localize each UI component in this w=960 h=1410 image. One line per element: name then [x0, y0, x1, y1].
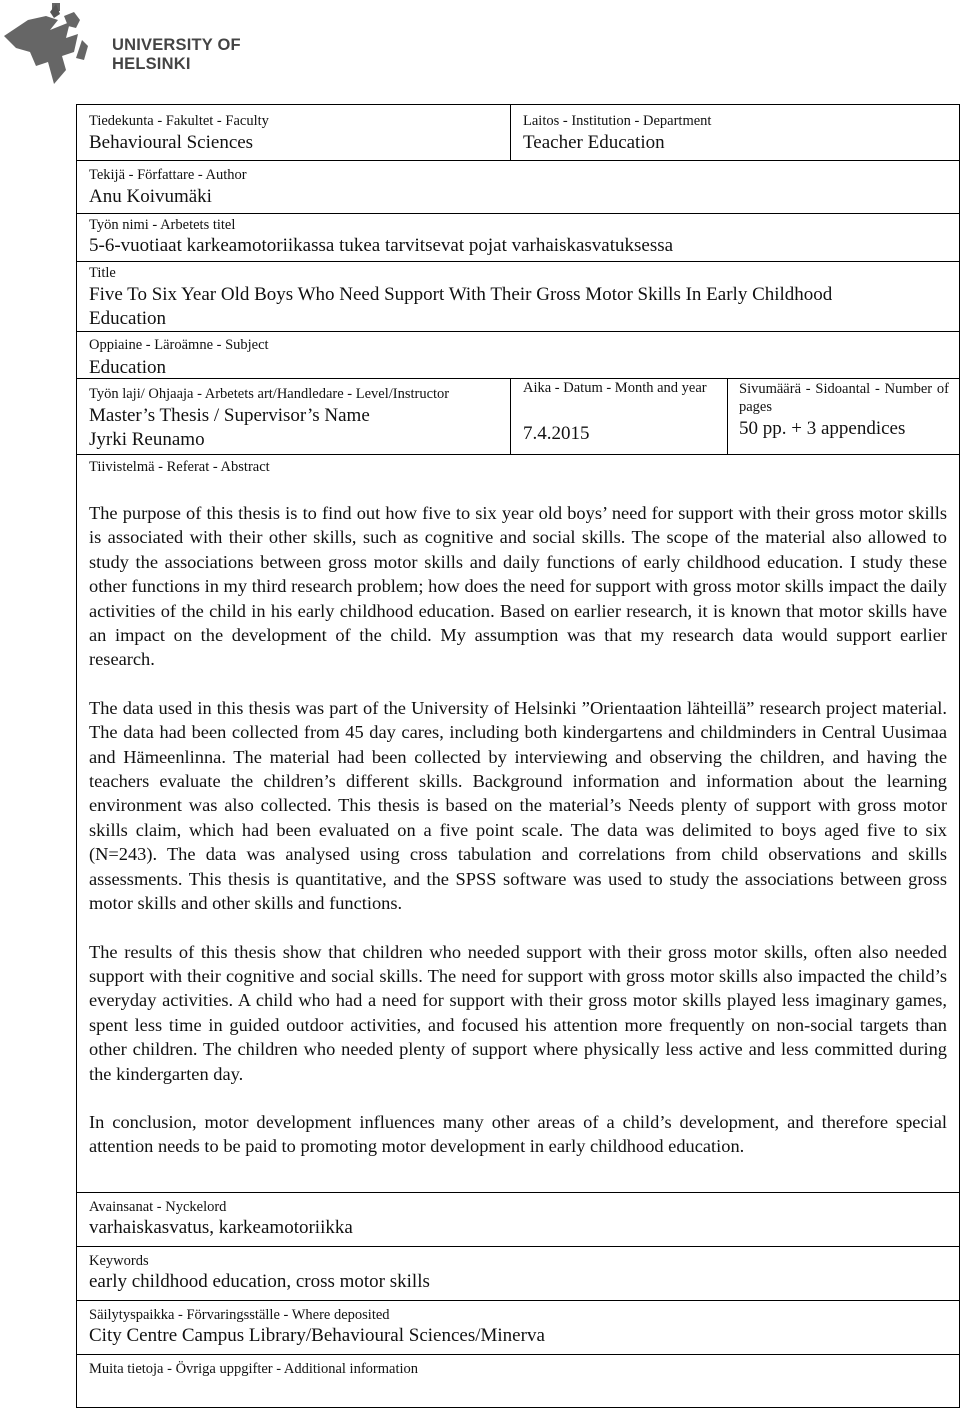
date-value: 7.4.2015 [523, 423, 590, 444]
keywords-fi-label: Avainsanat - Nyckelord [89, 1199, 227, 1215]
divider [77, 1246, 959, 1247]
department-label: Laitos - Institution - Department [523, 113, 712, 129]
faculty-value: Behavioural Sciences [89, 132, 254, 153]
abstract-label: Tiivistelmä - Referat - Abstract [89, 459, 270, 475]
pages-value: 50 pp. + 3 appendices [739, 418, 906, 439]
pages-label: Sivumäärä - Sidoantal - Number of pages [739, 381, 949, 415]
divider [77, 454, 959, 455]
divider [77, 378, 959, 379]
university-logo [0, 0, 300, 90]
level-value-line2: Jyrki Reunamo [89, 429, 205, 450]
subject-label: Oppiaine - Läroämne - Subject [89, 337, 269, 353]
abstract-form [76, 104, 960, 1408]
title-value-line2: Education [89, 308, 167, 329]
date-label: Aika - Datum - Month and year [523, 380, 707, 396]
abstract-paragraph: The results of this thesis show that children who needed support with their gross motor skills, often also needed support with their cognitive and social skills. The need for support with gross motor skills also impacted the child’s everyday activities. A child who had a need for support with their gross motor skills played less imaginary games, spent less time in guided outdoor activities, and focused his attention more frequently on non-social targets than other children. The children who needed plenty of support where physically less active and less committed during the kindergarten day. [89, 941, 947, 1084]
level-value-line1: Master’s Thesis / Supervisor’s Name [89, 405, 370, 426]
university-name: UNIVERSITY OF HELSINKI [112, 36, 241, 73]
divider [510, 378, 511, 454]
work-title-value: 5-6-vuotiaat karkeamotoriikassa tukea tarvitsevat pojat varhaiskasvatuksessa [89, 235, 674, 256]
keywords-label: Keywords [89, 1253, 149, 1269]
abstract-paragraph: In conclusion, motor development influences many other areas of a child’s development, and therefore special attention needs to be paid to promoting motor development in early childhood education. [89, 1111, 947, 1157]
subject-value: Education [89, 357, 167, 378]
divider [77, 1300, 959, 1301]
title-value-line1: Five To Six Year Old Boys Who Need Support With Their Gross Motor Skills In Early Childhood [89, 284, 833, 305]
abstract-paragraph: The purpose of this thesis is to find out how five to six year old boys’ need for support with their gross motor skills is associated with their other skills, such as cognitive and social skills. The scope of the material also allowed to study the associations between gross motor skills and daily functions of early childhood education. I study these other functions in my third research problem; how does the need for support with gross motor skills impact the daily activities of the child in his early childhood education. Based on earlier research, it is known that motor skills have an impact on the development of the child. My assumption was that my research data would support earlier research. [89, 503, 947, 670]
deposited-label: Säilytyspaikka - Förvaringsställe - Where deposited [89, 1307, 390, 1323]
helsinki-flame-logo [0, 0, 108, 86]
abstract-paragraph: The data used in this thesis was part of the University of Helsinki ”Orientaation lähteillä” research project material. The data had been collected from 45 day cares, including both kindergartens and childminders in Central Uusimaa and Hämeenlinna. The material had been collected by interviewing and observing the children, and having the teachers evaluate the children’s different skills. Background information and information about the learning environment was also collected. This thesis is based on the material’s Needs plenty of support with gross motor skills claim, which had been evaluated on a five point scale. The data was delimited to boys aged five to six (N=243). The data was analysed using cross tabulation and correlations from child observations and skills assessments. This thesis is quantitative, and the SPSS software was used to study the associations between gross motor skills and other skills and functions. [89, 697, 947, 914]
author-label: Tekijä - Författare - Author [89, 167, 247, 183]
level-label: Työn laji/ Ohjaaja - Arbetets art/Handledare - Level/Instructor [89, 386, 450, 402]
faculty-label: Tiedekunta - Fakultet - Faculty [89, 113, 269, 129]
deposited-value: City Centre Campus Library/Behavioural Sciences/Minerva [89, 1325, 545, 1346]
additional-label: Muita tietoja - Övriga uppgifter - Additional information [89, 1361, 418, 1377]
divider [77, 1354, 959, 1355]
title-label: Title [89, 265, 116, 281]
author-value: Anu Koivumäki [89, 186, 212, 207]
keywords-value: early childhood education, cross motor skills [89, 1271, 430, 1292]
divider [727, 378, 728, 454]
divider [77, 160, 959, 161]
divider [77, 1192, 959, 1193]
divider [510, 105, 511, 160]
department-value: Teacher Education [523, 132, 665, 153]
keywords-fi-value: varhaiskasvatus, karkeamotoriikka [89, 1217, 353, 1238]
divider [77, 331, 959, 332]
work-title-label: Työn nimi - Arbetets titel [89, 217, 236, 233]
divider [77, 213, 959, 214]
abstract-body [89, 501, 947, 1183]
divider [77, 261, 959, 262]
